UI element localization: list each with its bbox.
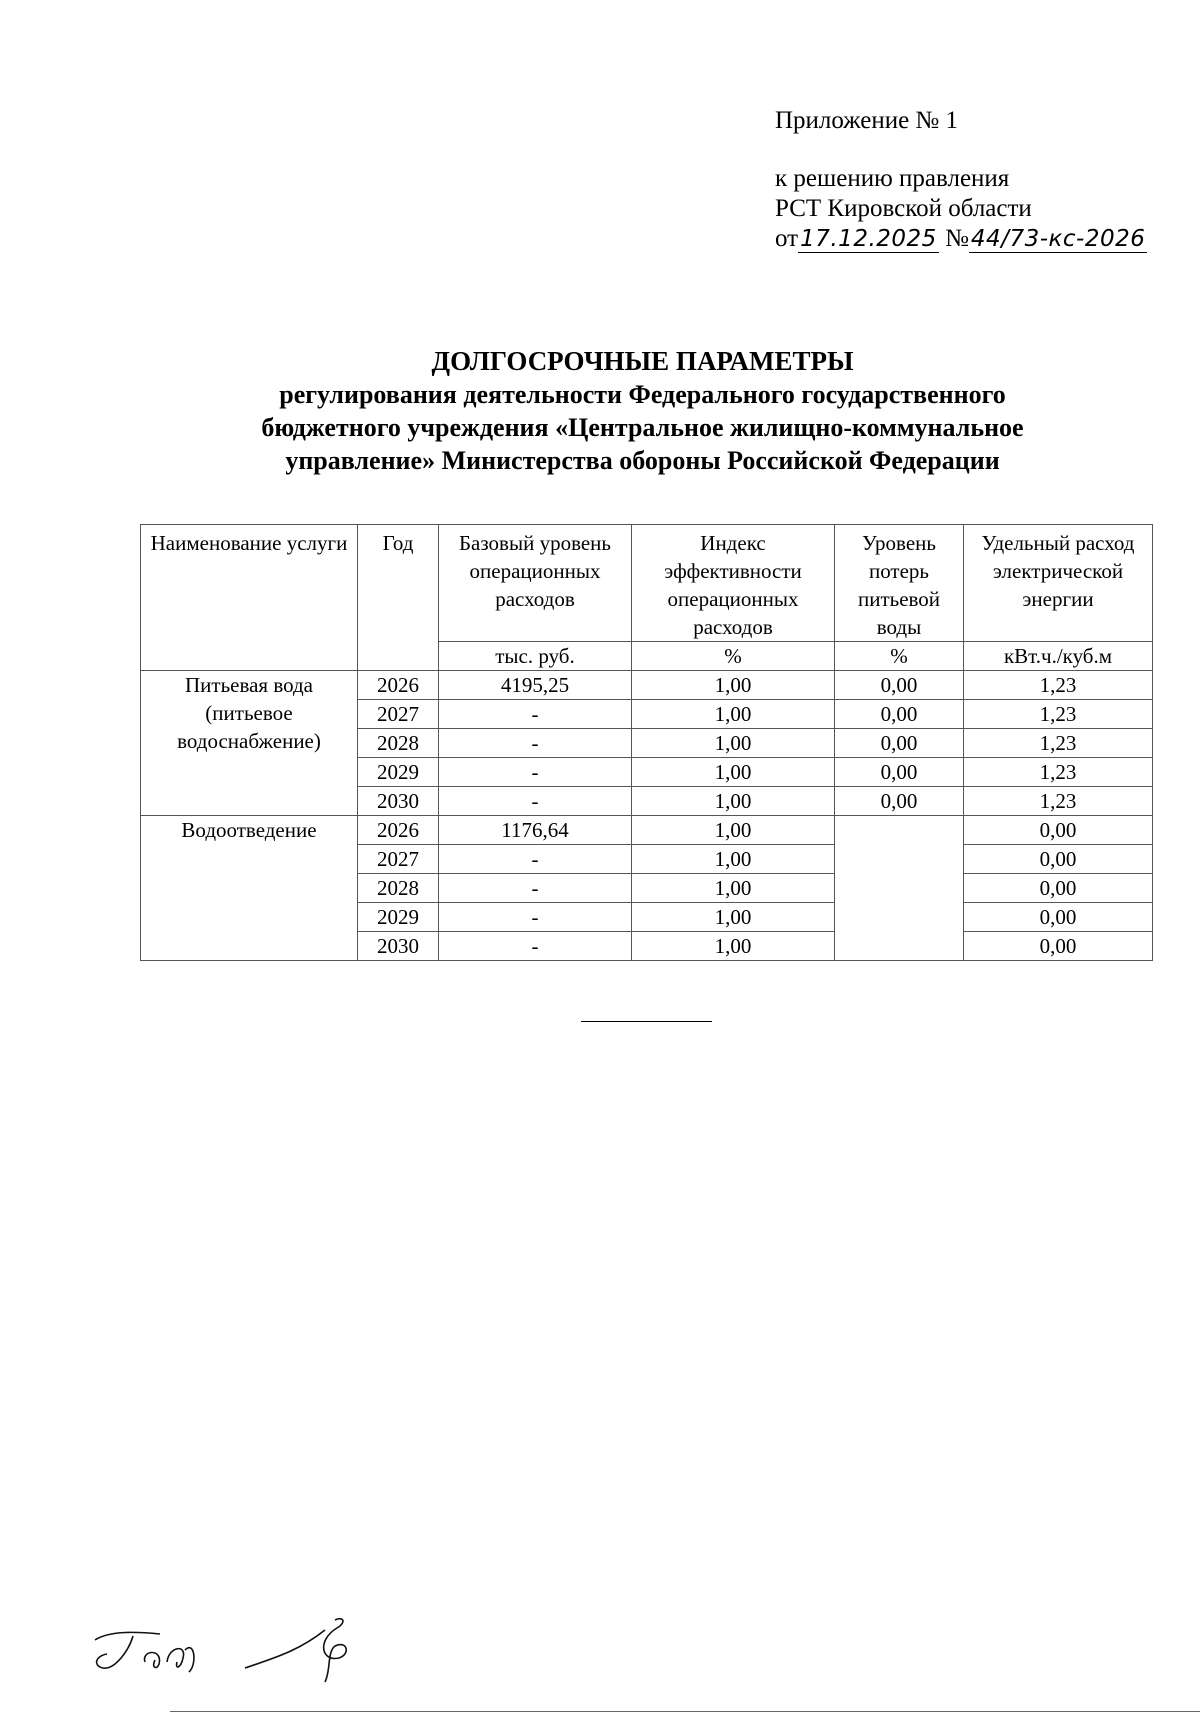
title-line-2: бюджетного учреждения «Центральное жилищно-коммунальное bbox=[261, 413, 1024, 442]
cell-base: 4195,25 bbox=[439, 671, 632, 700]
cell-index: 1,00 bbox=[632, 671, 835, 700]
appendix-date-line bbox=[775, 224, 1147, 254]
cell-energy: 0,00 bbox=[964, 816, 1153, 845]
cell-energy: 0,00 bbox=[964, 932, 1153, 961]
header-index: Индекс эффективности операционных расходов bbox=[632, 525, 835, 642]
cell-energy: 1,23 bbox=[964, 787, 1153, 816]
signature-initials-stroke bbox=[95, 1632, 194, 1672]
number-prefix: № bbox=[945, 225, 969, 252]
appendix-line-1: к решению правления bbox=[775, 165, 1010, 192]
signature bbox=[85, 1610, 375, 1710]
cell-year: 2030 bbox=[358, 787, 439, 816]
cell-base: - bbox=[439, 874, 632, 903]
cell-loss: 0,00 bbox=[835, 671, 964, 700]
document-title bbox=[140, 345, 1145, 477]
cell-index: 1,00 bbox=[632, 932, 835, 961]
title-main: ДОЛГОСРОЧНЫЕ ПАРАМЕТРЫ bbox=[431, 346, 854, 376]
title-line-1: регулирования деятельности Федерального государственного bbox=[279, 380, 1006, 409]
cell-index: 1,00 bbox=[632, 729, 835, 758]
cell-year: 2029 bbox=[358, 758, 439, 787]
cell-base: - bbox=[439, 903, 632, 932]
page-bottom-rule bbox=[170, 1711, 1200, 1712]
header-base: Базовый уровень операционных расходов bbox=[439, 525, 632, 642]
cell-base: - bbox=[439, 700, 632, 729]
cell-base: - bbox=[439, 758, 632, 787]
title-line-3: управление» Министерства обороны Российской Федерации bbox=[285, 446, 1000, 475]
header-service: Наименование услуги bbox=[141, 525, 358, 671]
from-prefix: от bbox=[775, 225, 799, 252]
cell-index: 1,00 bbox=[632, 758, 835, 787]
cell-index: 1,00 bbox=[632, 700, 835, 729]
cell-year: 2028 bbox=[358, 874, 439, 903]
appendix-block bbox=[775, 106, 1147, 254]
cell-energy: 0,00 bbox=[964, 845, 1153, 874]
cell-loss-empty bbox=[835, 816, 964, 961]
cell-year: 2029 bbox=[358, 903, 439, 932]
cell-index: 1,00 bbox=[632, 903, 835, 932]
cell-energy: 1,23 bbox=[964, 758, 1153, 787]
cell-year: 2026 bbox=[358, 671, 439, 700]
cell-loss: 0,00 bbox=[835, 700, 964, 729]
cell-year: 2030 bbox=[358, 932, 439, 961]
cell-energy: 0,00 bbox=[964, 874, 1153, 903]
service-name: Питьевая вода (питьевое водоснабжение) bbox=[141, 671, 358, 816]
header-energy: Удельный расход электрической энергии bbox=[964, 525, 1153, 642]
header-row bbox=[141, 525, 1153, 642]
cell-base: 1176,64 bbox=[439, 816, 632, 845]
decision-number: 44/73-кс-2026 bbox=[970, 226, 1146, 252]
table-row bbox=[141, 816, 1153, 845]
header-year: Год bbox=[358, 525, 439, 671]
unit-energy: кВт.ч./куб.м bbox=[964, 642, 1153, 671]
cell-base: - bbox=[439, 787, 632, 816]
unit-base: тыс. руб. bbox=[439, 642, 632, 671]
cell-year: 2028 bbox=[358, 729, 439, 758]
cell-index: 1,00 bbox=[632, 787, 835, 816]
appendix-line-2: РСТ Кировской области bbox=[775, 195, 1032, 222]
unit-loss: % bbox=[835, 642, 964, 671]
cell-index: 1,00 bbox=[632, 874, 835, 903]
cell-base: - bbox=[439, 729, 632, 758]
cell-energy: 0,00 bbox=[964, 903, 1153, 932]
cell-year: 2027 bbox=[358, 845, 439, 874]
appendix-number: Приложение № 1 bbox=[775, 107, 959, 134]
cell-loss: 0,00 bbox=[835, 758, 964, 787]
cell-index: 1,00 bbox=[632, 816, 835, 845]
cell-year: 2027 bbox=[358, 700, 439, 729]
cell-index: 1,00 bbox=[632, 845, 835, 874]
cell-year: 2026 bbox=[358, 816, 439, 845]
cell-energy: 1,23 bbox=[964, 671, 1153, 700]
header-loss: Уровень потерь питьевой воды bbox=[835, 525, 964, 642]
end-of-document-rule bbox=[581, 1021, 712, 1022]
signature-mark-stroke bbox=[245, 1619, 346, 1682]
unit-index: % bbox=[632, 642, 835, 671]
service-name: Водоотведение bbox=[141, 816, 358, 961]
parameters-table bbox=[140, 524, 1153, 961]
cell-base: - bbox=[439, 932, 632, 961]
decision-date: 17.12.2025 bbox=[800, 226, 937, 252]
cell-base: - bbox=[439, 845, 632, 874]
cell-loss: 0,00 bbox=[835, 787, 964, 816]
cell-loss: 0,00 bbox=[835, 729, 964, 758]
cell-energy: 1,23 bbox=[964, 729, 1153, 758]
table-row bbox=[141, 671, 1153, 700]
cell-energy: 1,23 bbox=[964, 700, 1153, 729]
